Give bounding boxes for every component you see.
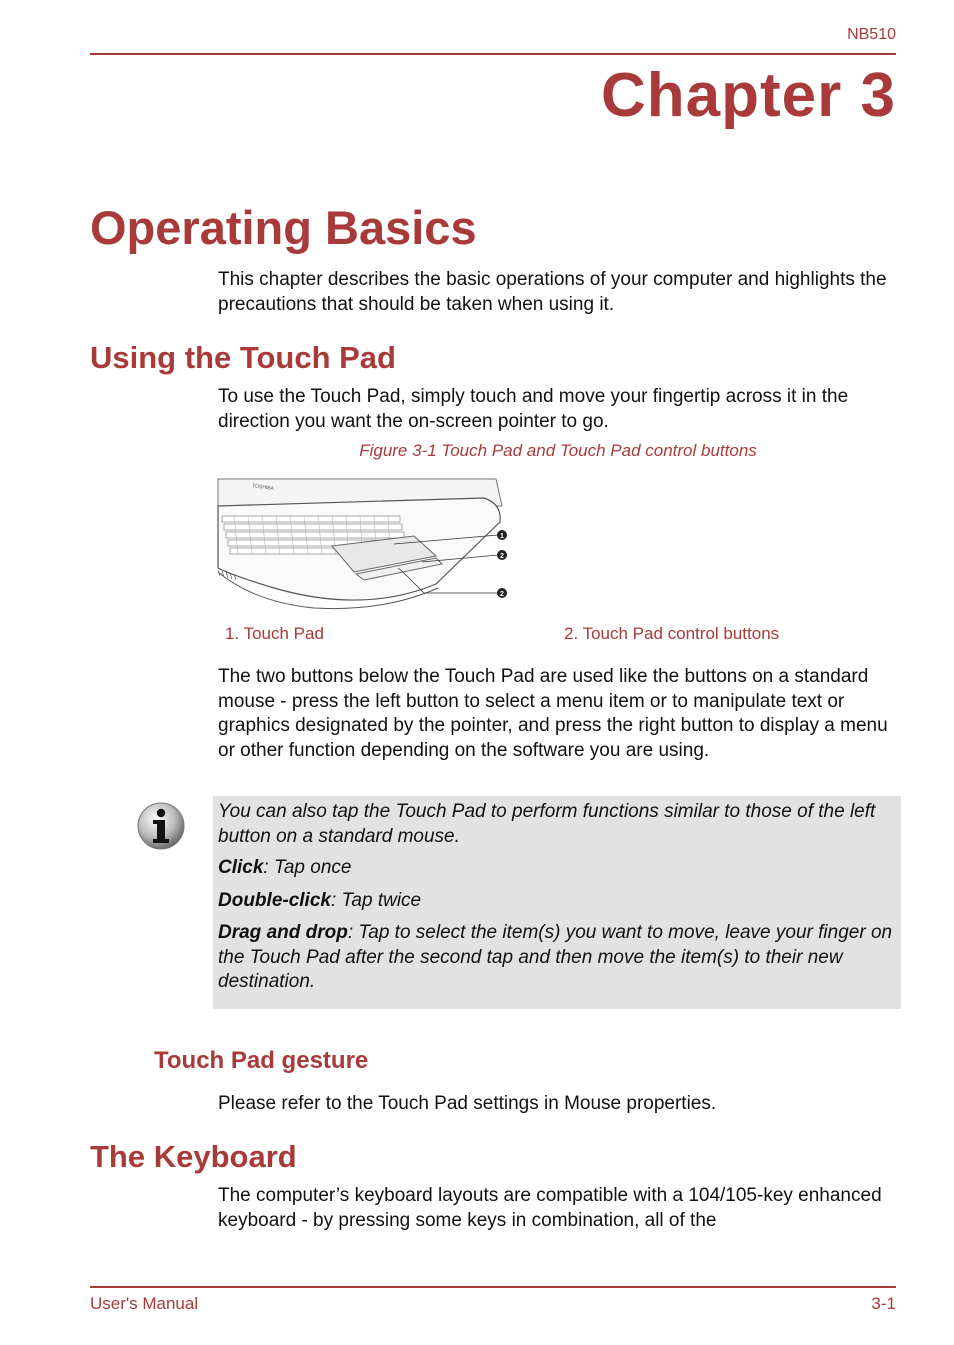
legend-control-buttons: 2. Touch Pad control buttons bbox=[564, 624, 780, 643]
footer-manual: User's Manual bbox=[90, 1294, 199, 1313]
callout-1: 1 bbox=[500, 533, 504, 540]
note-double-click bbox=[213, 889, 898, 914]
footer-rule bbox=[90, 1286, 896, 1288]
gesture-paragraph: Please refer to the Touch Pad settings in Mouse properties. bbox=[218, 1093, 717, 1114]
note-drag-drop bbox=[213, 921, 898, 995]
callout-2b: 2 bbox=[500, 591, 504, 598]
note-click-desc: : Tap once bbox=[263, 857, 352, 878]
heading-keyboard: The Keyboard bbox=[90, 1139, 297, 1174]
legend-touch-pad: 1. Touch Pad bbox=[225, 624, 324, 643]
heading-gesture: Touch Pad gesture bbox=[154, 1047, 369, 1074]
heading-touch-pad: Using the Touch Pad bbox=[90, 340, 396, 375]
buttons-paragraph: The two buttons below the Touch Pad are used like the buttons on a standard mouse - press the left button to select a menu item or to manipulate text or graphics designated by the pointer, and press the right button to display a menu or other function depending on the software you are using. bbox=[218, 666, 888, 761]
figure-caption: Figure 3-1 Touch Pad and Touch Pad control buttons bbox=[359, 441, 757, 460]
intro-paragraph: This chapter describes the basic operations of your computer and highlights the precautions that should be taken when using it. bbox=[218, 269, 887, 315]
note-drag-drop-term: Drag and drop bbox=[218, 922, 348, 943]
note-double-click-term: Double-click bbox=[218, 890, 331, 911]
header-model: NB510 bbox=[847, 26, 896, 43]
note-intro: You can also tap the Touch Pad to perform functions similar to those of the left button on a standard mouse. bbox=[218, 801, 876, 847]
header-rule bbox=[90, 53, 896, 55]
note-drag-drop-desc: : Tap to select the item(s) you want to move, leave your finger on the Touch Pad after the second tap and then move the item(s) to their new destination. bbox=[218, 922, 893, 992]
callout-2a: 2 bbox=[500, 553, 504, 560]
note-click-term: Click bbox=[218, 857, 264, 878]
touch-pad-paragraph: To use the Touch Pad, simply touch and move your fingertip across it in the direction you want the on-screen pointer to go. bbox=[218, 386, 849, 432]
figure-brand: TOSHIBA bbox=[251, 483, 275, 493]
touch-pad-figure bbox=[214, 476, 514, 612]
note-box bbox=[213, 796, 901, 1009]
keyboard-paragraph: The computer’s keyboard layouts are compatible with a 104/105-key enhanced keyboard - by pressing some keys in combination, all of the bbox=[218, 1185, 882, 1231]
info-icon bbox=[136, 801, 186, 851]
footer-page-number: 3-1 bbox=[871, 1294, 896, 1313]
note-click bbox=[213, 856, 898, 881]
page-title: Operating Basics bbox=[90, 201, 477, 254]
chapter-label: Chapter 3 bbox=[601, 61, 896, 130]
note-double-click-desc: : Tap twice bbox=[330, 890, 422, 911]
